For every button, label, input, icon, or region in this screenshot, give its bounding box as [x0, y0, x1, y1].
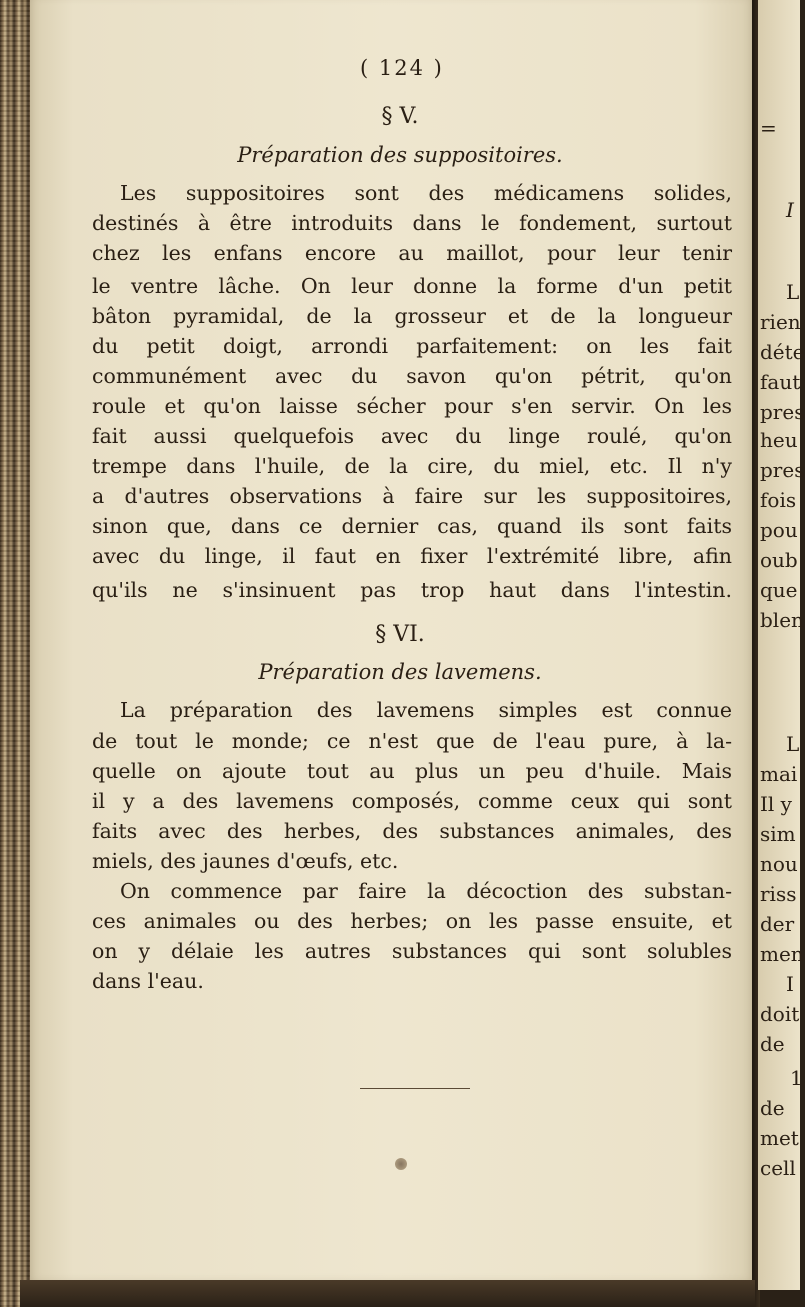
text-line: a d'autres observations à faire sur les suppositoires,: [92, 484, 732, 508]
next-page-fragment: met: [760, 1126, 799, 1150]
text-line: de tout le monde; ce n'est que de l'eau pure, à la-: [92, 729, 732, 753]
text-line: quelle on ajoute tout au plus un peu d'huile. Mais: [92, 759, 732, 783]
next-page-fragment: I: [786, 198, 794, 222]
text-line: roule et qu'on laisse sécher pour s'en servir. On les: [92, 394, 732, 418]
page-bottom-edge: [20, 1280, 755, 1307]
next-page-fragment: L: [786, 280, 800, 304]
next-page-fragment: de: [760, 1096, 785, 1120]
next-page-fragment: riss: [760, 882, 797, 906]
section-mark: § V.: [381, 104, 419, 129]
next-page-fragment: déte: [760, 340, 805, 364]
text-line: fait aussi quelquefois avec du linge roulé, qu'on: [92, 424, 732, 448]
book-binding: [0, 0, 32, 1307]
text-line: on y délaie les autres substances qui sont solubles: [92, 939, 732, 963]
next-page-fragment: der: [760, 912, 795, 936]
page-number: ( 124 ): [360, 56, 444, 80]
next-page-fragment: men: [760, 942, 804, 966]
next-page-fragment: de: [760, 1032, 785, 1056]
text-line: du petit doigt, arrondi parfaitement: on les fait: [92, 334, 732, 358]
next-page-fragment: 1: [790, 1066, 803, 1090]
text-line: trempe dans l'huile, de la cire, du miel, etc. Il n'y: [92, 454, 732, 478]
next-page-fragment: sim: [760, 822, 796, 846]
next-page-fragment: pres: [760, 458, 805, 482]
next-page-fragment: fois: [760, 488, 797, 512]
text-line: La préparation des lavemens simples est connue: [120, 698, 732, 722]
next-page-fragment: blen: [760, 608, 804, 632]
text-line: dans l'eau.: [92, 969, 204, 993]
next-page-fragment: pou: [760, 518, 798, 542]
text-line: le ventre lâche. On leur donne la forme d'un petit: [92, 274, 732, 298]
next-page-fragment: cell: [760, 1156, 796, 1180]
next-page-fragment: que: [760, 578, 798, 602]
section-heading: Préparation des suppositoires.: [237, 143, 563, 167]
text-line: il y a des lavemens composés, comme ceux qui sont: [92, 789, 732, 813]
text-line: communément avec du savon qu'on pétrit, qu'on: [92, 364, 732, 388]
text-line: chez les enfans encore au maillot, pour leur tenir: [92, 241, 732, 265]
end-rule: [360, 1088, 470, 1089]
text-line: destinés à être introduits dans le fondement, surtout: [92, 211, 732, 235]
next-page-fragment: =: [760, 116, 777, 140]
next-page-fragment: oub: [760, 548, 798, 572]
text-line: On commence par faire la décoction des substan-: [120, 879, 732, 903]
text-line: avec du linge, il faut en fixer l'extrémité libre, afin: [92, 544, 732, 568]
text-line: qu'ils ne s'insinuent pas trop haut dans l'intestin.: [92, 578, 732, 602]
next-page-fragment: mai: [760, 762, 798, 786]
next-page-sliver: [758, 0, 805, 1290]
next-page-fragment: Il y: [760, 792, 792, 816]
text-line: sinon que, dans ce dernier cas, quand ils sont faits: [92, 514, 732, 538]
next-page-fragment: faut: [760, 370, 801, 394]
text-line: ces animales ou des herbes; on les passe ensuite, et: [92, 909, 732, 933]
section-mark: § VI.: [375, 622, 425, 647]
text-line: bâton pyramidal, de la grosseur et de la longueur: [92, 304, 732, 328]
next-page-fragment: L: [786, 732, 800, 756]
next-page-fragment: pres: [760, 400, 805, 424]
section-heading: Préparation des lavemens.: [258, 660, 542, 684]
text-line: miels, des jaunes d'œufs, etc.: [92, 849, 399, 873]
next-page-fragment: heu: [760, 428, 798, 452]
text-line: faits avec des herbes, des substances animales, des: [92, 819, 732, 843]
next-page-fragment: rien: [760, 310, 801, 334]
text-line: Les suppositoires sont des médicamens solides,: [120, 181, 732, 205]
ink-spot: [395, 1158, 407, 1170]
next-page-fragment: nou: [760, 852, 798, 876]
next-page-fragment: doit: [760, 1002, 800, 1026]
next-page-fragment: I: [786, 972, 794, 996]
